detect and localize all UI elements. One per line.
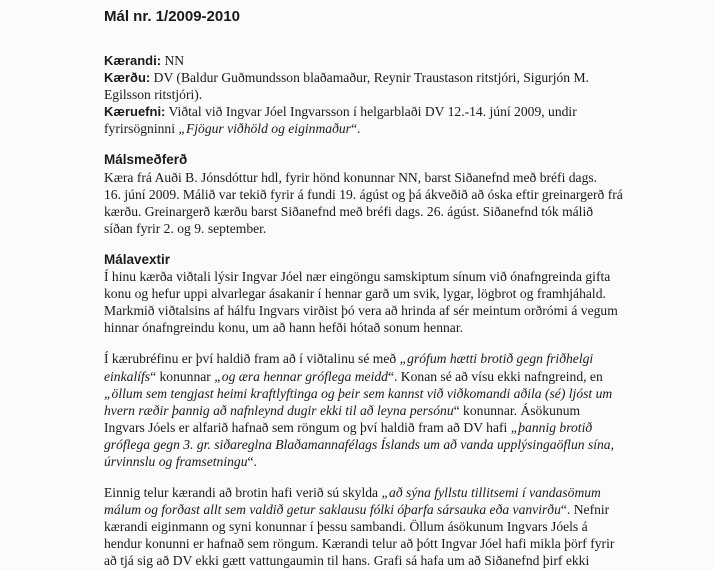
facts-line: að tjá sig að DV ekki gætt vattungaumin til hans. Grafi sá hafa um að Siðanefnd þirf ekki [104, 553, 590, 569]
subject-value: Viðtal við Ingvar Jóel Ingvarsson í helgarblaði DV 12.-14. júní 2009, undir [168, 104, 577, 120]
text-span: Í kærubréfinu er því haldið fram að í viðtalinu sé með [104, 351, 400, 367]
respondents-row [104, 69, 704, 86]
text-span: “. Nefnir [560, 502, 610, 518]
facts-line: konu og hefur uppi alvarlegar ásakanir í hennar garð um svik, lygar, lögbrot og framhjáhald. [104, 286, 606, 302]
complainant-row [104, 52, 704, 69]
case-title: Mál nr. 1/2009-2010 [104, 8, 240, 25]
quote-span: einkalífs [104, 368, 151, 384]
facts-heading: Málavextir [104, 251, 171, 267]
subject-text-end: “. [350, 121, 361, 137]
complainant-label: Kærandi: [104, 53, 162, 68]
complainant-value: NN [164, 53, 185, 68]
quote-span: málum og forðast allt sem valdið getur saklausu fólki óþarfa sársauka eða vanvirðu [104, 502, 561, 518]
facts-line [104, 350, 704, 367]
document-body [104, 0, 704, 570]
quote-span: „öllum sem tengjast heimi kraftlyftinga og þeir sem kannst við viðkomandi aðila (sé) ljóst um [104, 385, 613, 401]
facts-line: Í hinu kærða viðtali lýsir Ingvar Jóel nær eingöngu samskiptum sínum við ónafngreinda gifta [104, 269, 611, 285]
subject-headline: „Fjögur viðhöld og eiginmaður [178, 121, 351, 137]
facts-paragraph-2 [104, 350, 704, 470]
respondents-value: DV (Baldur Guðmundsson blaðamaður, Reynir Traustason ritstjóri, Sigurjón M. [153, 70, 589, 86]
facts-line [104, 436, 704, 453]
facts-line [104, 368, 704, 385]
procedure-line: kærðu. Greinargerð kærðu barst Siðanefnd með bréfi dags. 26. ágúst. Siðanefnd tók málið [104, 203, 594, 219]
text-span: “. [247, 453, 257, 469]
facts-line [104, 402, 704, 419]
procedure-line: Kæra frá Auði B. Jónsdóttur hdl, fyrir hönd konunnar NN, barst Siðanefnd með bréfi dags. [104, 169, 598, 185]
facts-paragraph-1 [104, 268, 704, 336]
facts-line: kærandi eiginmann og syni konunnar í þessu sambandi. Öllum ásökunum Ingvars Jóels á [104, 519, 588, 535]
facts-line [104, 453, 704, 470]
quote-span: „grófum hætti brotið gegn friðhelgi [399, 351, 594, 367]
procedure-paragraph [104, 169, 704, 237]
subject-text: fyrirsögninni [104, 121, 179, 137]
text-span: “. Konan sé að vísu ekki nafngreind, en [387, 368, 603, 384]
respondents-continued: Egilsson ritstjóri). [104, 87, 203, 103]
facts-line: hendur konunni er hafnað sem röngum. Kærandi telur að þótt Ingvar Jóel hafi mikla þörf fyrir [104, 536, 615, 552]
text-span: “ konunnar. Ásökunum [453, 402, 581, 418]
quote-span: „að sýna fyllstu tillitsemi í vandasömum [381, 485, 601, 501]
procedure-line: síðan fyrir 2. og 9. september. [104, 220, 267, 236]
quote-span: hvern ræðir þannig að nafnleynd dugir ekki til að leyna persónu [104, 402, 454, 418]
respondents-label: Kærðu: [104, 70, 151, 86]
facts-line: Markmið viðtalsins af hálfu Ingvars virðist þó vera að hrinda af sér meintum orðrómi á vegum [104, 303, 618, 319]
quote-span: „og æra hennar gróflega meidd [214, 368, 388, 384]
quote-span: úrvinnslu og framsetningu [104, 453, 248, 469]
procedure-line: 16. júní 2009. Málið var tekið fyrir á fundi 19. ágúst og þá ákveðið að óska eftir greinargerð frá [104, 186, 623, 202]
facts-line [104, 484, 704, 501]
quote-span: gróflega gegn 3. gr. siðareglna Blaðamannafélags Íslands um að vanda upplýsingaöflun sína, [104, 436, 615, 452]
text-span: “ konunnar [150, 368, 215, 384]
quote-span: „þannig brotið [510, 419, 593, 435]
subject-row [104, 103, 704, 120]
facts-line [104, 419, 704, 436]
subject-continued [104, 120, 704, 137]
text-span: Einnig telur kærandi að brotin hafi verið sú skylda [104, 485, 382, 501]
facts-line: hinnar ónafngreindu konu, um að hann hefði hótað sonum hennar. [104, 320, 464, 336]
subject-label: Kæruefni: [104, 104, 166, 120]
facts-line [104, 385, 704, 402]
facts-paragraph-3 [104, 484, 704, 569]
text-span: Ingvars Jóels er alfarið hafnað sem röngum og því haldið fram að DV hafi [104, 419, 511, 435]
procedure-heading: Málsmeðferð [104, 152, 188, 168]
facts-line [104, 501, 704, 518]
